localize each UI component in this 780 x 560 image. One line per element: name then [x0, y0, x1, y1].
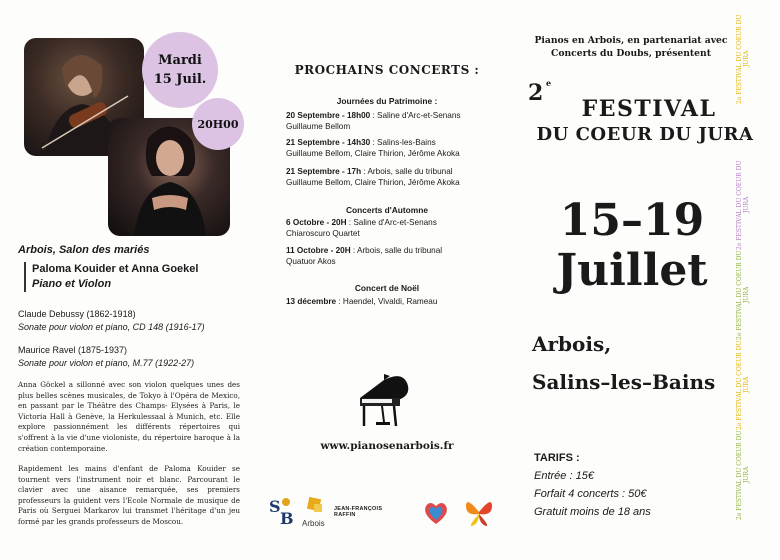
venue: Arbois, Salon des mariés: [18, 244, 150, 256]
festival-title: FESTIVAL: [581, 96, 717, 122]
time-bubble: [192, 98, 244, 150]
right-panel: [512, 0, 780, 560]
entry-place: : Saline d'Arc-et-Senans: [346, 218, 437, 227]
presenters-line: Concerts du Doubs, présentent: [551, 48, 711, 59]
section-heading: Concert de Noël: [354, 283, 420, 293]
presenters-line: Pianos en Arbois, en partenariat avec: [534, 35, 728, 46]
tarifs-heading: TARIFS :: [534, 452, 580, 464]
performer-names: Paloma Kouider et Anna Goekel: [32, 263, 199, 275]
concert-time: 20H00: [197, 117, 239, 131]
concert-entry: [286, 137, 512, 159]
entry-artists: Guillaume Bellom, Claire Thirion, Jérôme Akoka: [286, 149, 460, 158]
bio-pianist: Rapidement les mains d'enfant de Paloma Kouider se tournent vers l'instrument noir et blanc. Parcourant le clavier avec une aisance remarquée, ses premiers professeurs la guident vers l'Ecole Normale de musique de Paris où Serguei Markarov lui transmet l'héritage d'un jeu formé par les grands professeurs de Moscou.: [18, 464, 240, 526]
left-panel: [0, 0, 255, 560]
festival-month: Juillet: [556, 245, 708, 296]
festival-days: 15–19: [559, 195, 705, 246]
work-item: [18, 308, 205, 334]
sb-logo: [266, 492, 296, 532]
entry-place: : Haendel, Vivaldi, Rameau: [336, 297, 438, 306]
upcoming-concerts-title: PROCHAINS CONCERTS :: [294, 63, 480, 77]
work-piece: Sonate pour violon et piano, M.77 (1922-27): [18, 358, 195, 368]
edge-decoration: 2e FESTIVAL DU COEUR DU JURA: [736, 160, 750, 250]
instruments: Piano et Violon: [32, 278, 112, 290]
performers-block: [24, 262, 198, 292]
entry-artists: Quatuor Akos: [286, 257, 336, 266]
work-composer: Maurice Ravel (1875-1937): [18, 345, 128, 355]
date-month: 15 Juil.: [153, 72, 207, 87]
entry-artists: Guillaume Bellom: [286, 122, 351, 131]
edition-suffix: e: [546, 78, 552, 88]
tarif-item: Entrée : 15€: [534, 470, 594, 482]
section-heading: Concerts d'Automne: [345, 205, 429, 215]
section-heading: Journées du Patrimoine :: [336, 96, 438, 106]
edge-decoration: 2e FESTIVAL DU COEUR DU JURA: [736, 430, 750, 520]
festival-subtitle: DU COEUR DU JURA: [536, 124, 754, 145]
concert-entry: [286, 166, 512, 188]
entry-date: 21 Septembre - 17h: [286, 167, 362, 176]
entry-place: : Arbois, salle du tribunal: [350, 246, 443, 255]
edge-decoration: 2e FESTIVAL DU COEUR DU JURA: [736, 340, 750, 430]
festival-dates: [532, 196, 732, 296]
edition-number: 2: [528, 80, 544, 106]
entry-date: 21 Septembre - 14h30: [286, 138, 371, 147]
arbois-logo: [300, 492, 330, 532]
website-link[interactable]: www.pianosenarbois.fr: [320, 440, 454, 452]
edge-decoration: 2e FESTIVAL DU COEUR DU JURA: [736, 250, 750, 340]
work-item: [18, 344, 194, 370]
presenters: [518, 34, 744, 60]
work-composer: Claude Debussy (1862-1918): [18, 309, 136, 319]
bio-violinist: Anna Göckel a sillonné avec son violon quelques unes des plus belles scènes musicales, de Tokyo à l'Opéra de Mexico, en passant par le Théâtre des Champs- Elysées à Paris, le Victoria Hall à Genève, la Herkulessaal à Munich, etc. Elle explore passionnément les différents répertoires qui s'offrent à la vie d'une violoniste, du répertoire baroque à la création contemporaine.: [18, 380, 240, 453]
location-line: Arbois,: [532, 332, 612, 356]
date-day: Mardi: [158, 53, 202, 68]
tarif-item: Gratuit moins de 18 ans: [534, 506, 651, 518]
edge-decoration: 2e FESTIVAL DU COEUR DU JURA: [736, 14, 750, 104]
concert-entry: [286, 110, 512, 132]
work-piece: Sonate pour violon et piano, CD 148 (1916-17): [18, 322, 205, 332]
grand-piano-icon: [354, 372, 414, 434]
middle-panel: [262, 0, 512, 560]
svg-text:B: B: [280, 509, 294, 528]
concert-entry: [286, 296, 512, 307]
entry-date: 13 décembre: [286, 297, 337, 306]
butterfly-logo: [462, 492, 496, 532]
svg-text:S: S: [269, 497, 281, 516]
concert-entry: [286, 245, 512, 267]
entry-date: 11 Octobre - 20H: [286, 246, 351, 255]
entry-place: : Arbois, salle du tribunal: [361, 167, 453, 176]
entry-date: 6 Octobre - 20H: [286, 218, 347, 227]
date-bubble: [142, 32, 218, 108]
tarif-item: Forfait 4 concerts : 50€: [534, 488, 647, 500]
entry-date: 20 Septembre - 18h00: [286, 111, 371, 120]
raffin-logo: JEAN-FRANÇOIS RAFFIN: [334, 506, 383, 518]
entry-artists: Chiaroscuro Quartet: [286, 229, 360, 238]
concert-entry: [286, 217, 512, 239]
entry-place: : Saline d'Arc-et-Senans: [370, 111, 461, 120]
arbois-logo-text: Arbois: [302, 519, 325, 528]
location-line: Salins–les–Bains: [532, 370, 716, 394]
entry-artists: Guillaume Bellom, Claire Thirion, Jérôme Akoka: [286, 178, 460, 187]
entry-place: : Salins-les-Bains: [370, 138, 436, 147]
concerts-du-doubs-logo: [416, 492, 456, 532]
